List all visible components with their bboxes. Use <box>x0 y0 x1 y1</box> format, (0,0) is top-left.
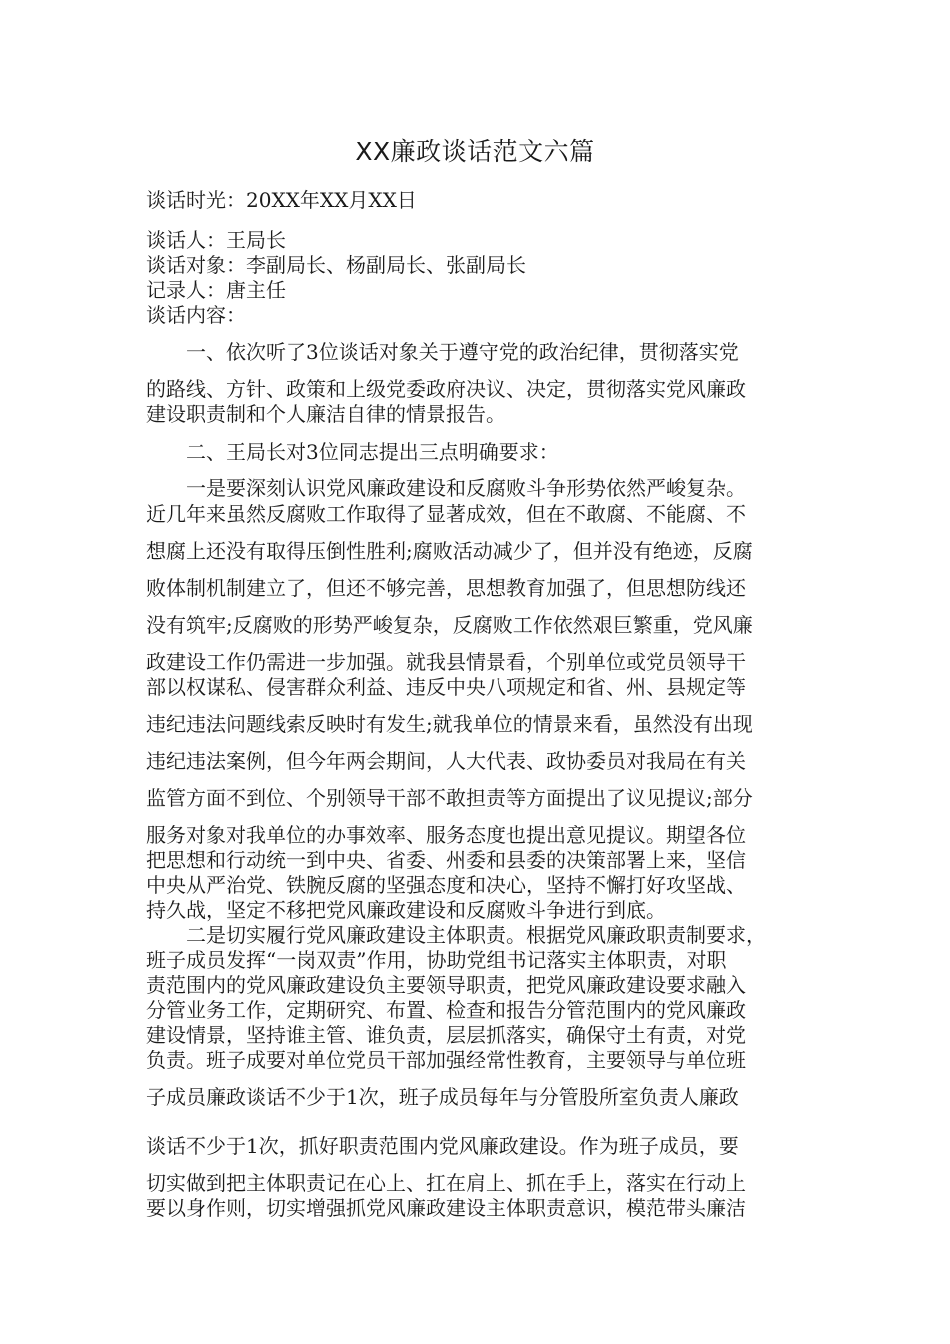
text-line: 一、依次听了3位谈话对象关于遵守党的政治纪律，贯彻落实党 <box>186 340 739 364</box>
text-line: 责范围内的党风廉政建设负主要领导职责，把党风廉政建设要求融入 <box>146 973 746 997</box>
text-line: 班子成员发挥“一岗双责”作用，协助党组书记落实主体职责，对职 <box>146 948 727 972</box>
text-line: 负责。班子成要对单位党员干部加强经常性教育，主要领导与单位班 <box>146 1048 746 1072</box>
text-line: 建设职责制和个人廉洁自律的情景报告。 <box>146 402 506 426</box>
text-line: 分管业务工作，定期研究、布置、检查和报告分管范围内的党风廉政 <box>146 998 746 1022</box>
text-line: 切实做到把主体职责记在心上、扛在肩上、抓在手上，落实在行动上 <box>146 1171 746 1195</box>
text-line: 的路线、方针、政策和上级党委政府决议、决定，贯彻落实党风廉政 <box>146 377 746 401</box>
text-line: 要以身作则，切实增强抓党风廉政建设主体职责意识，模范带头廉洁 <box>146 1196 746 1220</box>
text-line: 服务对象对我单位的办事效率、服务态度也提出意见提议。期望各位 <box>146 823 746 847</box>
text-line: 中央从严治党、铁腕反腐的坚强态度和决心，坚持不懈打好攻坚战、 <box>146 873 746 897</box>
text-line: 二、王局长对3位同志提出三点明确要求： <box>186 440 559 464</box>
text-line: 没有筑牢;反腐败的形势严峻复杂，反腐败工作依然艰巨繁重，党风廉 <box>146 613 753 637</box>
text-line: 建设情景，坚持谁主管、谁负责，层层抓落实，确保守土有责，对党 <box>146 1023 746 1047</box>
text-line: 子成员廉政谈话不少于1次，班子成员每年与分管股所室负责人廉政 <box>146 1085 739 1109</box>
text-line: 违纪违法案例，但今年两会期间，人大代表、政协委员对我局在有关 <box>146 749 746 773</box>
document-title: XX廉政谈话范文六篇 <box>355 137 595 166</box>
text-line: 谈话时光：20XX年XX月XX日 <box>146 188 417 212</box>
text-line: 持久战，坚定不移把党风廉政建设和反腐败斗争进行到底。 <box>146 898 666 922</box>
text-line: 违纪违法问题线索反映时有发生;就我单位的情景来看，虽然没有出现 <box>146 712 753 736</box>
text-line: 二是切实履行党风廉政建设主体职责。根据党风廉政职责制要求， <box>186 923 766 947</box>
text-line: 把思想和行动统一到中央、省委、州委和县委的决策部署上来，坚信 <box>146 848 746 872</box>
text-line: 记录人：唐主任 <box>146 278 286 302</box>
text-line: 谈话人：王局长 <box>146 228 286 252</box>
text-line: 一是要深刻认识党风廉政建设和反腐败斗争形势依然严峻复杂。 <box>186 476 746 500</box>
text-line: 谈话内容： <box>146 303 246 327</box>
text-line: 近几年来虽然反腐败工作取得了显著成效，但在不敢腐、不能腐、不 <box>146 502 746 526</box>
text-line: 败体制机制建立了，但还不够完善，思想教育加强了，但思想防线还 <box>146 576 746 600</box>
text-line: 想腐上还没有取得压倒性胜利;腐败活动减少了，但并没有绝迹，反腐 <box>146 539 753 563</box>
text-line: 政建设工作仍需进一步加强。就我县情景看，个别单位或党员领导干 <box>146 650 746 674</box>
text-line: 部以权谋私、侵害群众利益、违反中央八项规定和省、州、县规定等 <box>146 675 746 699</box>
text-line: 监管方面不到位、个别领导干部不敢担责等方面提出了议见提议;部分 <box>146 786 753 810</box>
text-line: 谈话不少于1次，抓好职责范围内党风廉政建设。作为班子成员，要 <box>146 1134 739 1158</box>
text-line: 谈话对象：李副局长、杨副局长、张副局长 <box>146 253 526 277</box>
